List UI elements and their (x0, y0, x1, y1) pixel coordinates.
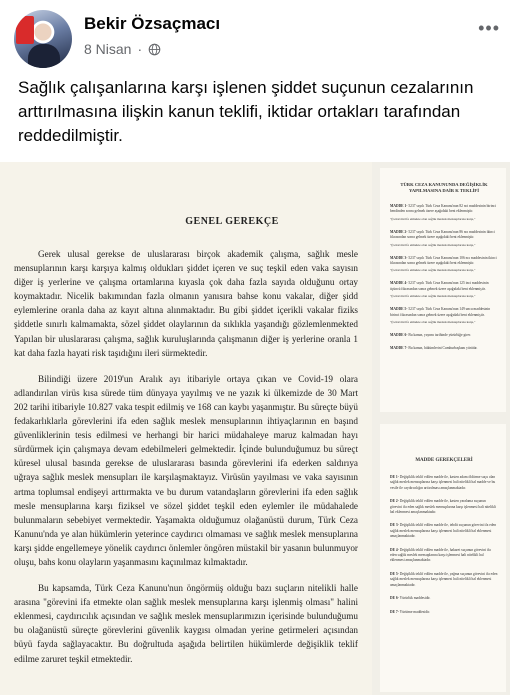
flag-icon (16, 16, 34, 44)
rationale-item (390, 499, 498, 515)
article-label: MADDE 4- (390, 281, 408, 286)
article-text: 5237 sayılı Türk Ceza Kanunu'nun 82 nci maddesinin birinci bendinden sonra gelmek üzere aşağıdaki bent eklenmiştir. (390, 204, 496, 214)
article-quote: "(Görevini ifa etmekte olan sağlık meslek mensuplarına karşı," (390, 294, 476, 299)
rationale-item (390, 572, 498, 588)
article-label: MADDE 7- (390, 346, 408, 351)
attached-document-image[interactable] (0, 162, 510, 695)
section-title: MADDE GEREKÇELERİ (415, 458, 473, 463)
article-label: MADDE 2- (390, 229, 408, 234)
post-text: Sağlık çalışanlarına karşı işlenen şiddet suçunun cezalarının arttırılmasına ilişkin kanun teklifi, iktidar ortakları tarafından reddedilmiştir. (18, 78, 474, 145)
rationale-label: DE 4- (390, 547, 399, 552)
rationale-item (390, 475, 498, 491)
document-page-madde-gerekceleri (380, 424, 506, 692)
paragraph: Gerek ulusal gerekse de uluslararası birçok akademik çalışma, sağlık mesle mensuplarının karşı karşıya kalmış oldukları şiddet içeren ve suç teşkil eden vaka sayısın diğer iş yerlerine ve çalışma ortamlarına kıyasla çok daha fazla sayıda olduğunu ortay koymaktadır. Nicelik bakımından fazla olmanın yanısıra bahse konu vakalar, diğer şidd eylemlerine oranla daha az kayıt altına alınmaktadır. Bu gibi şiddet içerikli vakalar fiziks şiddetle sınırlı kalmamakta, sözel şiddet olaylarının da sıklıkla yaşandığı gözlemlenmekted Yapılan bir uluslararası çalışma, sağlık kuruluşlarında çalışmanın diğer iş yerlerine oranla 1 kat daha fazla hayati risk taşıdığını ileri sürmektedir. (14, 249, 358, 358)
rationale-label: DE 7- (390, 609, 399, 614)
article-label: MADDE 6- (390, 333, 408, 338)
rationale-text: Değişiklik teklif edilen madde ile, kasten yaralama suçunun görevini ifa eden sağlık meslek mensuplarına karşı işlenmesi hali nitelikli hal eklenmesi amaçlanmaktadır. (390, 499, 496, 515)
post-meta (84, 41, 161, 57)
article-text: 5237 sayılı Türk Ceza Kanunu'nun 86 ncı maddesinin ikinci fıkrasından sonra gelmek üzere aşağıdaki bent eklenmiştir. (390, 229, 495, 240)
article-item (390, 346, 498, 351)
rationale-label: DE 1- (390, 475, 399, 479)
rationale-text: Değişiklik teklif edilen madde ile, hakaret suçunun görevini ifa eden sağlık meslek mensuplarına karşı işlenmesi hali nitelikli hal eklenmesi amaçlanmaktadır. (390, 547, 491, 563)
article-text: 5237 sayılı Türk Ceza Kanunu'nun 125 inci maddesinin üçüncü fıkrasından sonra gelmek üzere aşağıdaki bent eklenmiştir. (390, 281, 489, 291)
article-text: 5237 sayılı Türk Ceza Kanunu'nun 149 uncu maddesinin birinci fıkrasından sonra gelmek üzere aşağıdaki bent eklenmiştir. (390, 307, 491, 317)
rationale-item (390, 548, 498, 564)
profile-photo-figure (28, 44, 60, 68)
paragraph: Bilindiği üzere 2019'un Aralık ayı itibariyle ortaya çıkan ve Covid-19 olara adlandırılan virüs kısa sürede tüm dünyaya yayılmış ve ne yazık ki ülkemizde de 30 Mart 202 tarihi itibariyle 10.827 vaka tespit edilmiş ve 168 can kaybı yaşanmıştır. Bu süreçte büyü fedakarlıklarla görevlerini ifa eden sağlık meslek mensuplarının ihtiyaçlarının en başınd güvenliklerinin tesis edilmesi ve herhangi bir harici müdahaleye maruz kalmadan hayı sürdürmek için çalışmaya devam edebilmeleri gelmektedir. İçinde bulunduğumuz bu süreçt küresel ulusal basında gerekse de uluslararası basında görevlerini ifa ederken saldırıya uğraya sağlık meslek mensupları ile karşılaşmaktayız. Virüsün yayılması ve vaka sayısının artma toplumsal endişeyi arttırmakta ve bu durum vatandaşların görevlerini ifa eden sağlık mesle mensuplarına karşı fiziksel ve sözel şiddet teşkil eden eylemler ile müdahalede bulunmaların sebebiyet vermektedir. Yaşamakta olduğumuz olağanüstü durum, Türk Ceza Kanunu'nda ye alan hükümlerin yeterince caydırıcı olmaması ve sağlık meslek mensuplarına karşı şidde engellemeye yönelik caydırıcı önlemler öngören müstakil bir yasanın bulunmuyor oluşu, bahs konu olayların yaşanmasını kaçınılmaz kılmaktadır. (14, 373, 358, 567)
article-text: Bu kanun, yayımı tarihinde yürürlüğe girer. (408, 333, 471, 338)
author-name[interactable]: Bekir Özsaçmacı (84, 14, 221, 33)
article-label: MADDE 3- (390, 255, 408, 260)
article-item (390, 333, 498, 338)
rationale-item (390, 610, 498, 615)
rationale-item (390, 596, 498, 601)
article-quote: "(Görevini ifa etmekte olan sağlık meslek mensuplarına karşı," (390, 268, 476, 273)
article-label: MADDE 1- (390, 204, 408, 208)
article-item (390, 281, 498, 299)
more-icon[interactable]: ••• (478, 18, 500, 38)
avatar[interactable] (14, 10, 72, 68)
document-title: GENEL GEREKÇE (185, 216, 279, 227)
rationale-label: DE 3- (390, 523, 399, 528)
article-label: MADDE 5- (390, 307, 408, 312)
article-item (390, 204, 498, 222)
bill-title: TÜRK CEZA KANUNUNDA DEĞİŞİKLİK YAPILMASINA DAİR K TEKLİFİ (400, 182, 488, 193)
rationale-text: Yürütme maddesidir. (399, 609, 430, 614)
rationale-item (390, 523, 498, 539)
rationale-text: Değişiklik teklif edilen madde ile, yağma suçunun görevini ifa eden sağlık meslek mensuplarına karşı işlenmesi hali nitelikli hal eklenmesi amaçlanmaktadır. (390, 571, 498, 587)
article-quote: "(Görevini ifa etmekte olan sağlık meslek mensuplarına karşı," (390, 242, 476, 247)
document-page-kanun-teklifi (380, 168, 506, 412)
rationale-label: DE 6- (390, 596, 399, 601)
globe-icon[interactable] (148, 43, 161, 56)
article-text: Bu kanun, hükümlerini Cumhurbaşkanı yürütür. (408, 346, 478, 351)
rationale-text: Yürürlük maddesidir. (399, 596, 431, 601)
article-quote: "(Görevini ifa etmekte olan sağlık meslek mensuplarına karşı," (390, 320, 476, 325)
rationale-label: DE 2- (390, 499, 399, 504)
article-item (390, 256, 498, 274)
article-quote: "(Görevini ifa etmekte olan sağlık meslek mensuplarına karşı," (390, 216, 476, 221)
article-item (390, 307, 498, 325)
article-text: 5237 sayılı Türk Ceza Kanunu'nun 106 ncı maddesinin ikinci fıkrasından sonra gelmek üzere aşağıdaki bent eklenmiştir. (390, 255, 497, 266)
rationale-label: DE 5- (390, 571, 399, 576)
meta-separator: · (137, 41, 143, 57)
post-header (0, 0, 510, 70)
document-page-genel-gerekce (0, 162, 372, 695)
paragraph: Bu kapsamda, Türk Ceza Kanunu'nun öngörmüş olduğu bazı suçların nitelikli halle arasına "görevini ifa etmekte olan sağlık meslek mensuplarına karşı işlenmiş olması" halini eklenmesi, caydırıcılık açısından ve sağlık meslek mensuplarımızın içerisinde bulunduğumu bu olağanüstü süreçte görevlerini güvenlik kaygısı olmadan yerine getirmeleri açısından büyü fayda sağlayacaktır. Bu doğrultuda aşağıda belirtilen hükümlerde değişiklik teklif edilme zaruret teşkil etmektedir. (14, 583, 358, 664)
article-item (390, 230, 498, 248)
post-date[interactable]: 8 Nisan (84, 41, 132, 57)
rationale-text: Değişiklik teklif edilen madde ile, kasten adam öldürme suçu olan sağlık meslek mensuplarına karşı işlenmesi hali nitelikli hal madde ve bu vesile ile caydırıcılığın arttırılması amaçlanmaktadır. (390, 475, 496, 490)
rationale-text: Değişiklik teklif edilen madde ile, tehdit suçunun görevini ifa eden sağlık meslek mensuplarına karşı işlenmesi hali nitelikli hal eklenmesi amaçlanmaktadır. (390, 523, 497, 539)
